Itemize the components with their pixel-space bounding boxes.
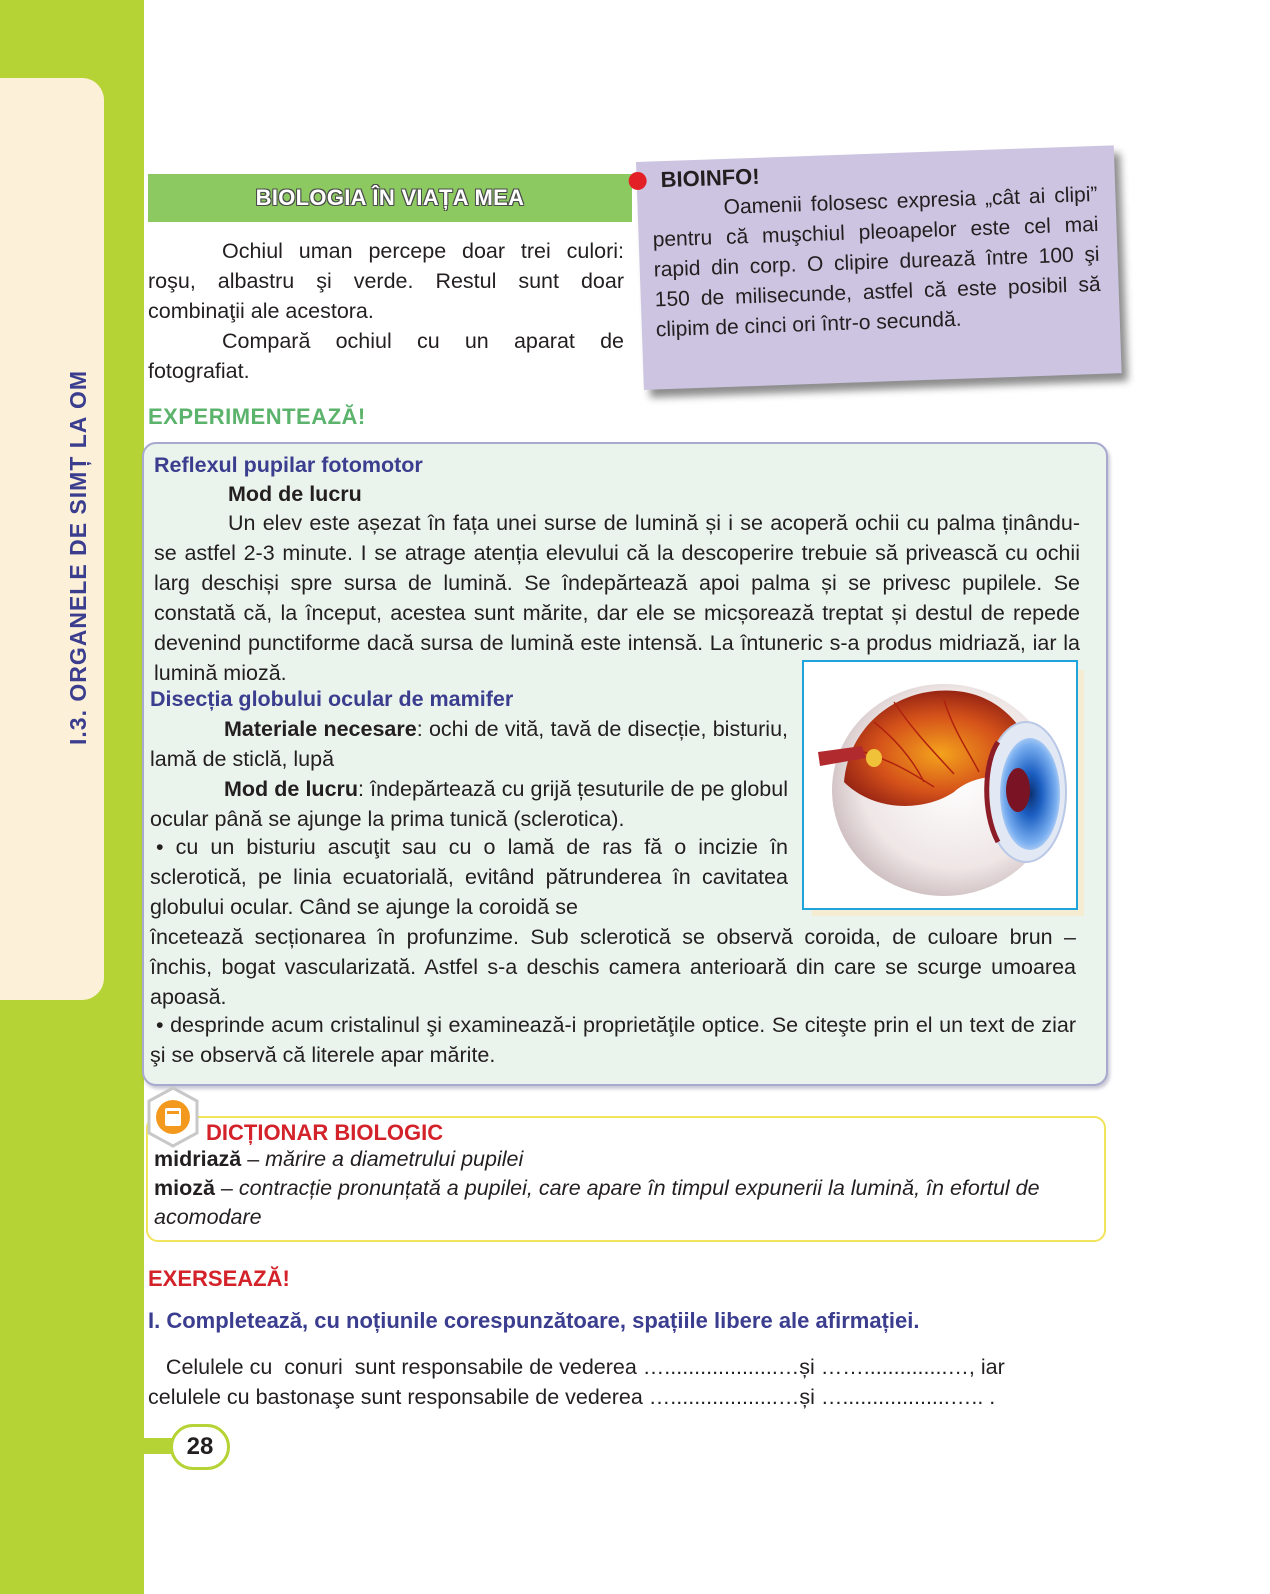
dictionary-definition: mărire a diametrului pupilei <box>265 1147 524 1171</box>
bullet-incision-a: • cu un bisturiu ascuţit sau cu o lamă de ras fă o incizie în sclerotică, pe linia ecuatorială, evitând pătrunderea în cavitatea globului ocular. Când se ajunge la coroidă se <box>150 835 788 919</box>
materials-text: : ochi de vită, tavă de disecție, bisturiu, lamă de sticlă, lupă <box>150 717 788 771</box>
dictionary-separator: – <box>241 1147 266 1171</box>
dissection-title: Disecția globului ocular de mamifer <box>150 687 514 711</box>
dictionary-entry <box>154 1145 1096 1174</box>
bullet-lens: • desprinde acum cristalinul şi examinează-i proprietăţile optice. Se citeşte prin el un text de ziar şi se observă că literele apar mărite. <box>150 1013 1076 1067</box>
bioinfo-body <box>651 180 1102 345</box>
materials-paragraph <box>150 714 788 774</box>
bio-life-title: BIOLOGIA ÎN VIAȚA MEA <box>148 174 632 222</box>
page-number: 28 <box>170 1424 230 1470</box>
exercise-question: I. Completează, cu noțiunile corespunzătoare, spațiile libere ale afirmației. <box>148 1308 920 1333</box>
dictionary-title: DICȚIONAR BIOLOGIC <box>206 1120 444 1145</box>
dictionary-term: mioză <box>154 1176 215 1200</box>
method-text: : îndepărtează cu grijă țesuturile de pe globul ocular până se ajunge la prima tunică (sclerotica). <box>150 777 788 831</box>
exercise-text <box>148 1352 1098 1412</box>
eyeball-illustration <box>804 662 1076 908</box>
bio-life-text <box>148 236 624 386</box>
chapter-label: I.3. ORGANELE DE SIMȚ LA OM <box>65 370 91 745</box>
dictionary-term: midriază <box>154 1147 242 1171</box>
experiment-heading: EXPERIMENTEAZĂ! <box>148 404 366 429</box>
reflex-text: Un elev este așezat în fața unei surse de lumină și i se acoperă ochii cu palma ținându-se astfel 2-3 minute. I se atrage atenția elevului că la descoperire trebuie să privească cu ochii larg deschiși spre sursa de lumină. Se îndepărtează apoi palma și se privesc pupilele. Se constată că, la început, acestea sunt mărite, dar ele se micșorează treptat și destul de repede devenind punctiforme dacă sursa de lumină este intensă. La întuneric s-a produs midriază, iar la lumină mioză. <box>154 511 1080 685</box>
exercise-line: celulele cu bastonaşe sunt responsabile de vederea …..................…și …..................….. . <box>148 1385 996 1409</box>
method-paragraph <box>150 774 788 834</box>
dictionary-definition: contracție pronunțată a pupilei, care apare în timpul expunerii la lumină, în efortul de acomodare <box>154 1176 1040 1229</box>
bioinfo-title: BIOINFO! <box>660 163 761 193</box>
exercise-line: Celulele cu conuri sunt responsabile de vederea …...................…și ……..............…, iar <box>148 1355 1005 1379</box>
method-label: Mod de lucru <box>224 777 359 801</box>
bio-life-paragraph: Compară ochiul cu un aparat de fotografiat. <box>148 329 624 383</box>
exercise-heading: EXERSEAZĂ! <box>148 1266 290 1291</box>
materials-label: Materiale necesare <box>224 717 417 741</box>
dictionary-entry <box>154 1174 1096 1232</box>
dictionary-separator: – <box>214 1176 239 1200</box>
reflex-title: Reflexul pupilar fotomotor <box>154 453 423 477</box>
bioinfo-text: Oamenii folosesc expresia „cât ai clipi” pentru că muşchiul pleoapelor este cel mai rapid din corp. O clipire durează între 100 şi 150 de milisecunde, astfel că este posibil să clipim de cinci ori într-o secundă. <box>652 182 1101 342</box>
bio-life-paragraph: Ochiul uman percepe doar trei culori: roşu, albastru şi verde. Restul sunt doar combinaţii ale acestora. <box>148 239 624 323</box>
bullet-incision-b: încetează secționarea în profunzime. Sub sclerotică se observă coroida, de culoare brun – închis, bogat vascularizată. Astfel s-a deschis camera anterioară din care se scurge umoarea apoasă. <box>150 925 1076 1009</box>
dictionary-book-icon <box>146 1086 200 1148</box>
eye-cross-section-image <box>802 660 1078 910</box>
bioinfo-card <box>636 145 1122 390</box>
reflex-method-label: Mod de lucru <box>228 482 362 506</box>
